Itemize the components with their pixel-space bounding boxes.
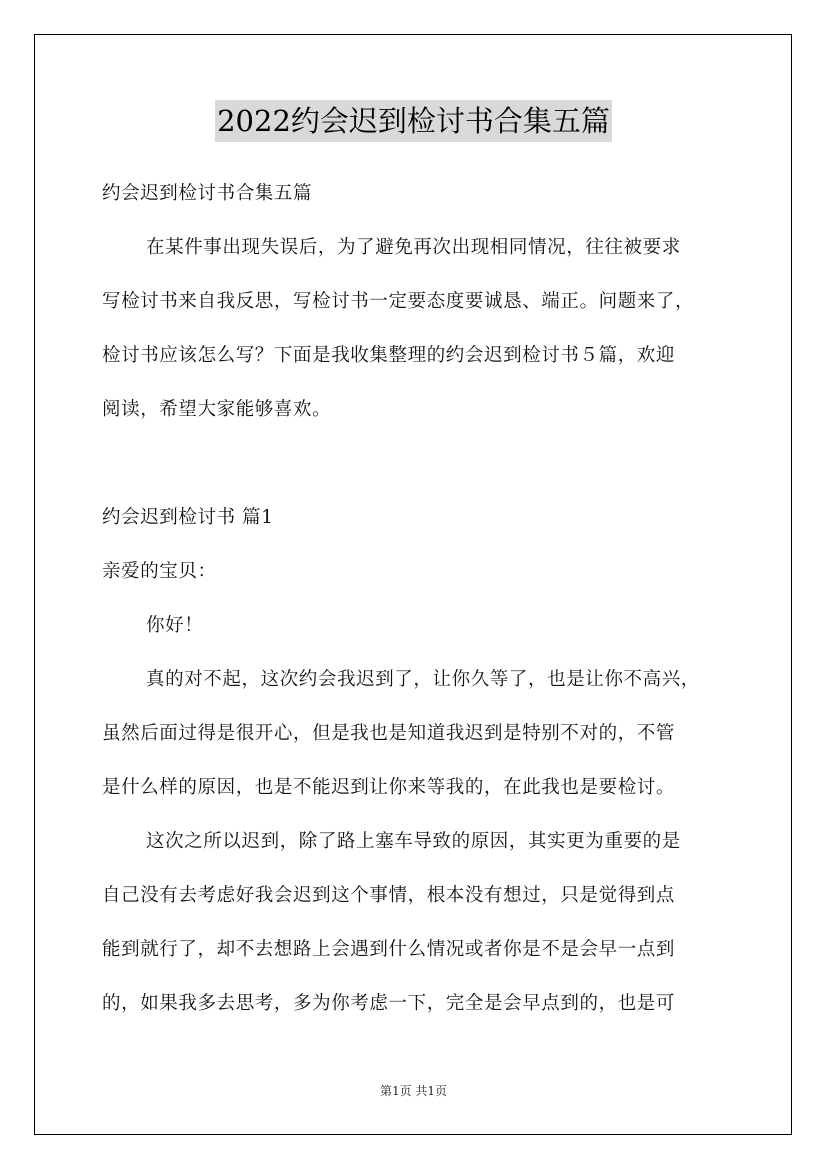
- intro-line: 阅读，希望大家能够喜欢。: [102, 399, 332, 420]
- greeting: 你好！: [146, 615, 204, 636]
- page-number-footer: 第1页 共1页: [379, 1084, 448, 1098]
- section-heading: 约会迟到检讨书 篇1: [102, 507, 274, 528]
- document-title: 2022约会迟到检讨书合集五篇: [215, 100, 612, 142]
- title-container: [0, 100, 827, 142]
- intro-line: 写检讨书来自我反思，写检讨书一定要态度要诚恳、端正。问题来了，: [102, 291, 695, 312]
- paragraph-line: 的，如果我多去思考，多为你考虑一下，完全是会早点到的，也是可: [102, 993, 676, 1014]
- paragraph-line: 这次之所以迟到，除了路上塞车导致的原因，其实更为重要的是: [146, 831, 681, 852]
- paragraph-line: 能到就行了，却不去想路上会遇到什么情况或者你是不是会早一点到: [102, 939, 676, 960]
- intro-line: 在某件事出现失误后，为了避免再次出现相同情况，往往被要求: [146, 237, 681, 258]
- paragraph-line: 虽然后面过得是很开心，但是我也是知道我迟到是特别不对的，不管: [102, 723, 676, 744]
- document-subtitle: 约会迟到检讨书合集五篇: [102, 183, 313, 204]
- intro-line: 检讨书应该怎么写？下面是我收集整理的约会迟到检讨书５篇，欢迎: [102, 345, 676, 366]
- paragraph-line: 真的对不起，这次约会我迟到了，让你久等了，也是让你不高兴，: [146, 669, 700, 690]
- salutation: 亲爱的宝贝：: [102, 561, 217, 582]
- paragraph-line: 自己没有去考虑好我会迟到这个事情，根本没有想过，只是觉得到点: [102, 885, 676, 906]
- paragraph-line: 是什么样的原因，也是不能迟到让你来等我的，在此我也是要检讨。: [102, 777, 676, 798]
